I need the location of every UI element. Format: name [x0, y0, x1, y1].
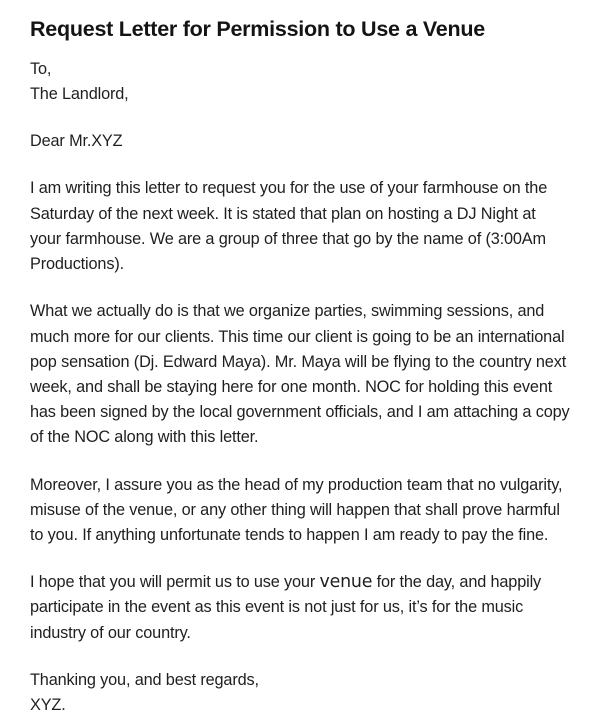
body-paragraph-2: What we actually do is that we organize parties, swimming sessions, and much more for our clients. This time our client is going to be an international pop sensation (Dj. Edward Maya). Mr. Maya will be flying to the country next week, and shall be staying here for one month. NOC for holding this event has been signed by the local government officials, and I am attaching a copy of the NOC along with this letter.: [30, 302, 570, 447]
greeting-line: Dear Mr.XYZ: [30, 132, 123, 151]
addressee-to-line: To,: [30, 59, 52, 78]
addressee-block: [30, 57, 570, 107]
closing-block: [30, 668, 570, 718]
closing-regards-line: Thanking you, and best regards,: [30, 670, 259, 689]
body-paragraph-3: Moreover, I assure you as the head of my production team that no vulgarity, misuse of the venue, or any other thing will happen that shall prove harmful to you. If anything unfortunate tends to happen I am ready to pay the fine.: [30, 475, 563, 544]
body-paragraph-4-emphasis-venue: venue: [319, 572, 373, 593]
body-paragraph-1: I am writing this letter to request you for the use of your farmhouse on the Saturday of the next week. It is stated that plan on hosting a DJ Night at your farmhouse. We are a group of three that go by the name of (3:00Am Productions).: [30, 179, 548, 274]
page-title: Request Letter for Permission to Use a Venue: [30, 17, 485, 41]
body-paragraph-4-text-before: I hope that you will permit us to use your: [30, 573, 320, 592]
body-paragraph-4-text-after: for the day, and happily participate in the event as this event is not just for us, it’s for the music industry of our country.: [30, 573, 542, 642]
closing-signature-line: XYZ.: [30, 695, 66, 714]
addressee-recipient-line: The Landlord,: [30, 85, 129, 104]
body-paragraph-4: [30, 570, 570, 646]
